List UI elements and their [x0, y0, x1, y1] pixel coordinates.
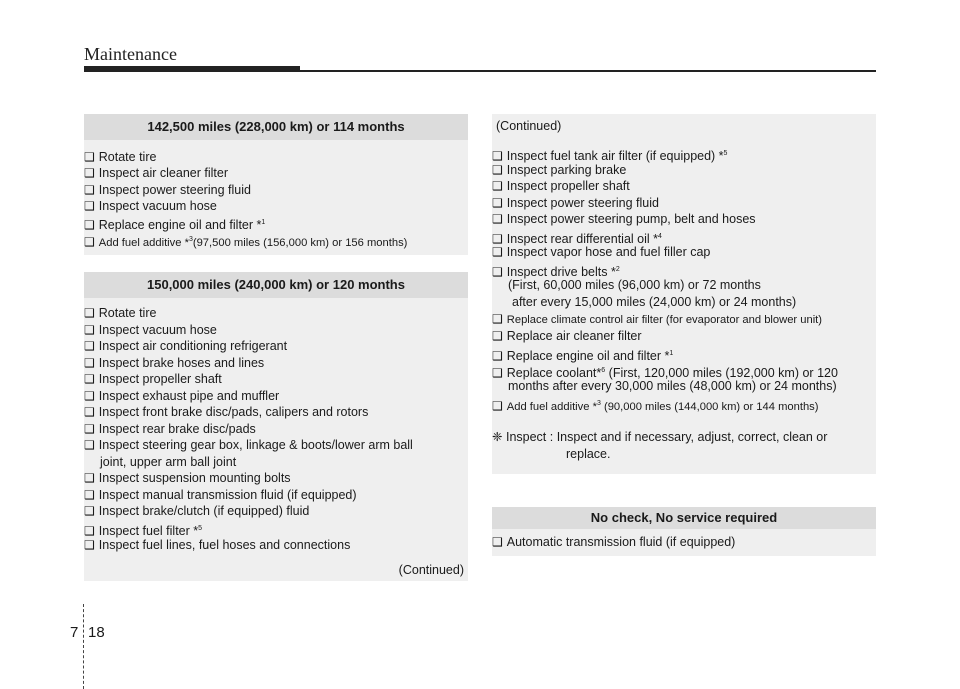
list-item: ❑ Add fuel additive *$^3$ (90,000 miles (144,000 km) or 144 months) [492, 399, 819, 413]
panel-no-check [492, 507, 876, 556]
list-item: ❑ Inspect vapor hose and fuel filler cap [492, 245, 711, 259]
checkbox-icon: ❑ [492, 149, 503, 163]
checkbox-icon: ❑ [84, 150, 95, 164]
list-item: ❑ Inspect fuel lines, fuel hoses and connections [84, 538, 351, 552]
checkbox-icon: ❑ [84, 339, 95, 353]
checkbox-icon: ❑ [84, 422, 95, 436]
note-icon: ❈ [492, 430, 503, 444]
list-item: ❑ Inspect power steering fluid [84, 183, 251, 197]
checkbox-icon: ❑ [84, 405, 95, 419]
checkbox-icon: ❑ [84, 235, 95, 249]
list-item: ❑ Add fuel additive *$^3$(97,500 miles (156,000 km) or 156 months) [84, 235, 408, 249]
checkbox-icon: ❑ [84, 524, 95, 538]
list-item: ❑ Replace engine oil and filter *$^1$ [84, 218, 266, 232]
list-item: ❑ Rotate tire [84, 150, 157, 164]
checkbox-icon: ❑ [492, 163, 503, 177]
list-item: ❑ Inspect vacuum hose [84, 323, 217, 337]
list-item: ❑ Inspect brake/clutch (if equipped) fluid [84, 504, 310, 518]
panel-142500-miles [84, 114, 468, 255]
list-item: ❑ Automatic transmission fluid (if equipped) [492, 535, 736, 549]
checkbox-icon: ❑ [84, 538, 95, 552]
checkbox-icon: ❑ [84, 218, 95, 232]
list-item: ❑ Replace climate control air filter (for evaporator and blower unit) [492, 312, 823, 326]
checkbox-icon: ❑ [84, 199, 95, 213]
header-rule [300, 70, 876, 72]
list-item: ❑ Inspect brake hoses and lines [84, 356, 265, 370]
footer-divider [83, 604, 84, 689]
list-item: ❑ Inspect power steering fluid [492, 196, 659, 210]
header-bar [84, 66, 300, 72]
checkbox-icon: ❑ [84, 323, 95, 337]
list-item: ❑ Inspect parking brake [492, 163, 627, 177]
list-item-continuation: months after every 30,000 miles (48,000 km) or 24 months) [508, 379, 837, 393]
checkbox-icon: ❑ [492, 265, 503, 279]
note-line-continuation: replace. [566, 447, 611, 461]
page-header-title: Maintenance [84, 44, 177, 64]
checkbox-icon: ❑ [492, 366, 503, 380]
list-item: ❑ Inspect drive belts *$^2$ [492, 265, 620, 279]
list-item-continuation: (First, 60,000 miles (96,000 km) or 72 months [508, 278, 761, 292]
list-item: ❑ Inspect exhaust pipe and muffler [84, 389, 280, 403]
panel-title: 150,000 miles (240,000 km) or 120 months [84, 272, 468, 298]
checkbox-icon: ❑ [84, 183, 95, 197]
panel-continued [492, 114, 876, 474]
section-number: 7 [70, 624, 79, 641]
checkbox-icon: ❑ [492, 232, 503, 246]
list-item-continuation: joint, upper arm ball joint [100, 455, 237, 469]
checkbox-icon: ❑ [492, 312, 503, 326]
checkbox-icon: ❑ [492, 245, 503, 259]
list-item: ❑ Inspect fuel filter *$^5$ [84, 524, 203, 538]
checkbox-icon: ❑ [492, 349, 503, 363]
checkbox-icon: ❑ [84, 488, 95, 502]
checkbox-icon: ❑ [84, 356, 95, 370]
list-item: ❑ Inspect front brake disc/pads, calipers and rotors [84, 405, 369, 419]
list-item: ❑ Replace coolant*$^6$ (First, 120,000 miles (192,000 km) or 120 [492, 366, 838, 380]
list-item: ❑ Inspect manual transmission fluid (if equipped) [84, 488, 357, 502]
list-item-continuation: after every 15,000 miles (24,000 km) or 24 months) [512, 295, 797, 309]
panel-150000-miles [84, 272, 468, 581]
checkbox-icon: ❑ [84, 438, 95, 452]
checkbox-icon: ❑ [84, 306, 95, 320]
list-item: ❑ Inspect propeller shaft [84, 372, 222, 386]
checkbox-icon: ❑ [492, 329, 503, 343]
list-item: ❑ Inspect air cleaner filter [84, 166, 228, 180]
page-number: 18 [88, 624, 105, 641]
panel-title: No check, No service required [492, 507, 876, 529]
list-item: ❑ Inspect vacuum hose [84, 199, 217, 213]
checkbox-icon: ❑ [84, 471, 95, 485]
list-item: ❑ Inspect suspension mounting bolts [84, 471, 291, 485]
checkbox-icon: ❑ [492, 179, 503, 193]
checkbox-icon: ❑ [492, 399, 503, 413]
panel-title: 142,500 miles (228,000 km) or 114 months [84, 114, 468, 140]
list-item: ❑ Replace air cleaner filter [492, 329, 642, 343]
checkbox-icon: ❑ [84, 372, 95, 386]
list-item: ❑ Replace engine oil and filter *$^1$ [492, 349, 674, 363]
continued-label: (Continued) [398, 563, 464, 577]
list-item: ❑ Inspect rear brake disc/pads [84, 422, 256, 436]
checkbox-icon: ❑ [492, 196, 503, 210]
list-item: ❑ Inspect propeller shaft [492, 179, 630, 193]
list-item: ❑ Rotate tire [84, 306, 157, 320]
checkbox-icon: ❑ [84, 504, 95, 518]
list-item: ❑ Inspect rear differential oil *$^4$ [492, 232, 662, 246]
list-item: ❑ Inspect fuel tank air filter (if equipped) *$^5$ [492, 149, 728, 163]
checkbox-icon: ❑ [492, 535, 503, 549]
note-line: ❈ Inspect : Inspect and if necessary, adjust, correct, clean or [492, 430, 828, 444]
checkbox-icon: ❑ [84, 389, 95, 403]
checkbox-icon: ❑ [84, 166, 95, 180]
checkbox-icon: ❑ [492, 212, 503, 226]
continued-label: (Continued) [496, 119, 562, 133]
list-item: ❑ Inspect air conditioning refrigerant [84, 339, 288, 353]
list-item: ❑ Inspect power steering pump, belt and hoses [492, 212, 756, 226]
list-item: ❑ Inspect steering gear box, linkage & boots/lower arm ball [84, 438, 413, 452]
